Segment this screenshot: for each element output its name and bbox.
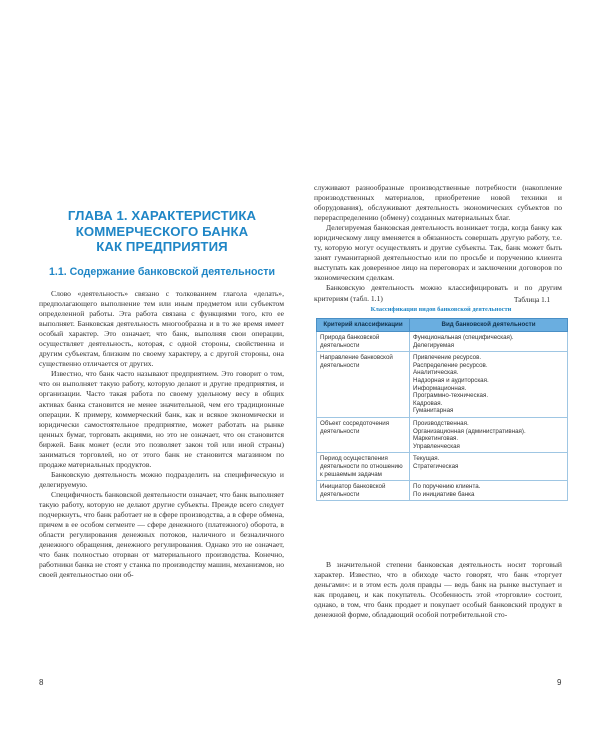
cell-line: Период осуществления [320,455,388,463]
table-row [317,352,568,418]
cell-line: Объект сосредоточения [320,419,390,427]
cell-line: По поручению клиента. [413,483,481,491]
paragraph: В значительной степени банковская деятельность носит торговый характер. Известно, что в обиходе часто говорят, что банк «торгует деньгами»: и в этом есть доля правды — ведь банк на рынке выступает и как продавец, и как покупатель. Особенность этой «торговли» состоит, однако, в том, что банк продает и покупает особый банковский продукт в денежной форме, обладающий особой потребительной сто- [314,560,562,620]
section-title: 1.1. Содержание банковской деятельности [49,266,275,278]
cell-line: к решаемым задачам [320,470,382,478]
cell-line: Текущая. [413,455,440,463]
chapter-title-line: ГЛАВА 1. ХАРАКТЕРИСТИКА [67,208,257,223]
cell-line: деятельности по отношению [320,462,403,470]
chapter-title [40,208,284,255]
right-body-text-top [314,183,562,304]
table-row [317,453,568,481]
table-row [317,332,568,352]
cell-line: Управленческая [413,442,460,450]
cell-line: Стратегическая [413,462,459,470]
cell-line: Привлечение ресурсов. [413,354,482,362]
table-header-cell: Критерий классификации [317,319,410,332]
paragraph: Известно, что банк часто называют предприятием. Это говорит о том, что он выполняет такую работу, которую делают и другие предприятия, и организации. Часто такая работа по своему удельному весу в общих активах банка становится не менее значительной, чем его традиционные операции. К примеру, коммерческий банк, как и всякое экономически и юридически самостоятельное предприятие, может работать на рынке ценных бумаг, торговать акциями, но это не означает, что он становится биржей. Банк может (если это позволяет закон той или иной страны) заниматься торговлей, но от этого банк не становится магазином по продаже материальных продуктов. [39,369,284,469]
table-header-cell: Вид банковской деятельности [410,319,568,332]
cell-line: Делегируемая [413,341,455,349]
cell-line: Направление банковской [320,354,393,362]
table-caption: Классификация видов банковской деятельности [370,306,512,313]
cell-line: По инициативе банка [413,490,475,498]
cell-line: деятельности [320,427,360,435]
type-cell [410,352,568,418]
cell-line: деятельности [320,490,360,498]
paragraph: Банковскую деятельность можно подразделить на специфическую и делегируемую. [39,469,284,489]
cell-line: Распределение ресурсов. [413,361,488,369]
cell-line: Кадровая. [413,399,443,407]
criterion-cell [317,453,410,481]
cell-line: Организационная (административная). [413,427,526,435]
type-cell [410,481,568,501]
cell-line: деятельности [320,341,360,349]
paragraph: Банковскую деятельность можно классифицировать и по другим критериям (табл. 1.1) [314,283,562,303]
cell-line: Функциональная (специфическая). [413,334,514,341]
type-cell [410,332,568,352]
paragraph: Слово «деятельность» связано с толкованием глагола «делать», предполагающего выполнение тем или иным предметом или субъектом определенной работы. Эта работа связана с функциями того, кто ее выполняет. Банковская деятельность многообразна и в то же время имеет особый характер. Это означает, что банк, выполняя свои операции, осуществляет деятельность, которая, с одной стороны, свойственна и другим субъектам, близким по своему характеру, а с другой стороны, она существенно отличается от других. [39,289,284,369]
cell-line: деятельности [320,361,360,369]
page-number-left: 8 [39,678,44,687]
chapter-title-line: КАК ПРЕДПРИЯТИЯ [96,239,228,254]
cell-line: Программно-техническая. [413,392,489,400]
table-row [317,417,568,452]
left-body-text [39,289,284,580]
criterion-cell [317,332,410,352]
table-header-row [317,319,568,332]
cell-line: Информационная. [413,384,467,392]
cell-line: Инициатор банковской [320,483,386,491]
table-row [317,481,568,501]
cell-line: Гуманитарная [413,407,454,415]
table-label: Таблица 1.1 [514,296,551,304]
cell-line: Природа банковской [320,334,380,341]
cell-line: Производственная. [413,419,469,427]
right-body-text-bottom [314,560,562,620]
classification-table [316,318,568,501]
paragraph: Делегируемая банковская деятельность возникает тогда, когда банку как юридическому лицу вменяется в обязанность совершать другую работу, т.е. ту, которую могут осуществлять и другие субъекты. Так, банк может быть занят гуманитарной деятельностью или по просьбе и поручению клиента выступать как доверенное лицо на переговорах и заключении договоров по экономическим сделкам. [314,223,562,283]
paragraph: служивают разнообразные производственные потребности (накопление производственных материалов, приобретение новой техники и оборудования), обслуживают деятельность экономических субъектов по перераспределению (обмену) созданных материальных благ. [314,183,562,223]
criterion-cell [317,417,410,452]
criterion-cell [317,352,410,418]
cell-line: Надзорная и аудиторская. [413,376,489,384]
cell-line: Маркетинговая. [413,435,459,443]
type-cell [410,453,568,481]
cell-line: Аналитическая. [413,369,459,377]
chapter-title-line: КОММЕРЧЕСКОГО БАНКА [75,223,249,239]
criterion-cell [317,481,410,501]
page-number-right: 9 [557,678,562,687]
type-cell [410,417,568,452]
paragraph: Специфичность банковской деятельности означает, что банк выполняет такую работу, которую не делают другие субъекты. Прежде всего следует подчеркнуть, что банк работает не в сфере производства, а в сфере обмена, причем в ее особом сегменте — сфере денежного (платежного) оборота, в области регулирования денежных потоков, наличного и безналичного денежного обращения, денежного регулирования. Однако это не означает, что банк полностью оторван от материального производства. Конечно, работники банка не стоят у станка по производству машин, механизмов, но своей деятельностью они об- [39,489,284,580]
